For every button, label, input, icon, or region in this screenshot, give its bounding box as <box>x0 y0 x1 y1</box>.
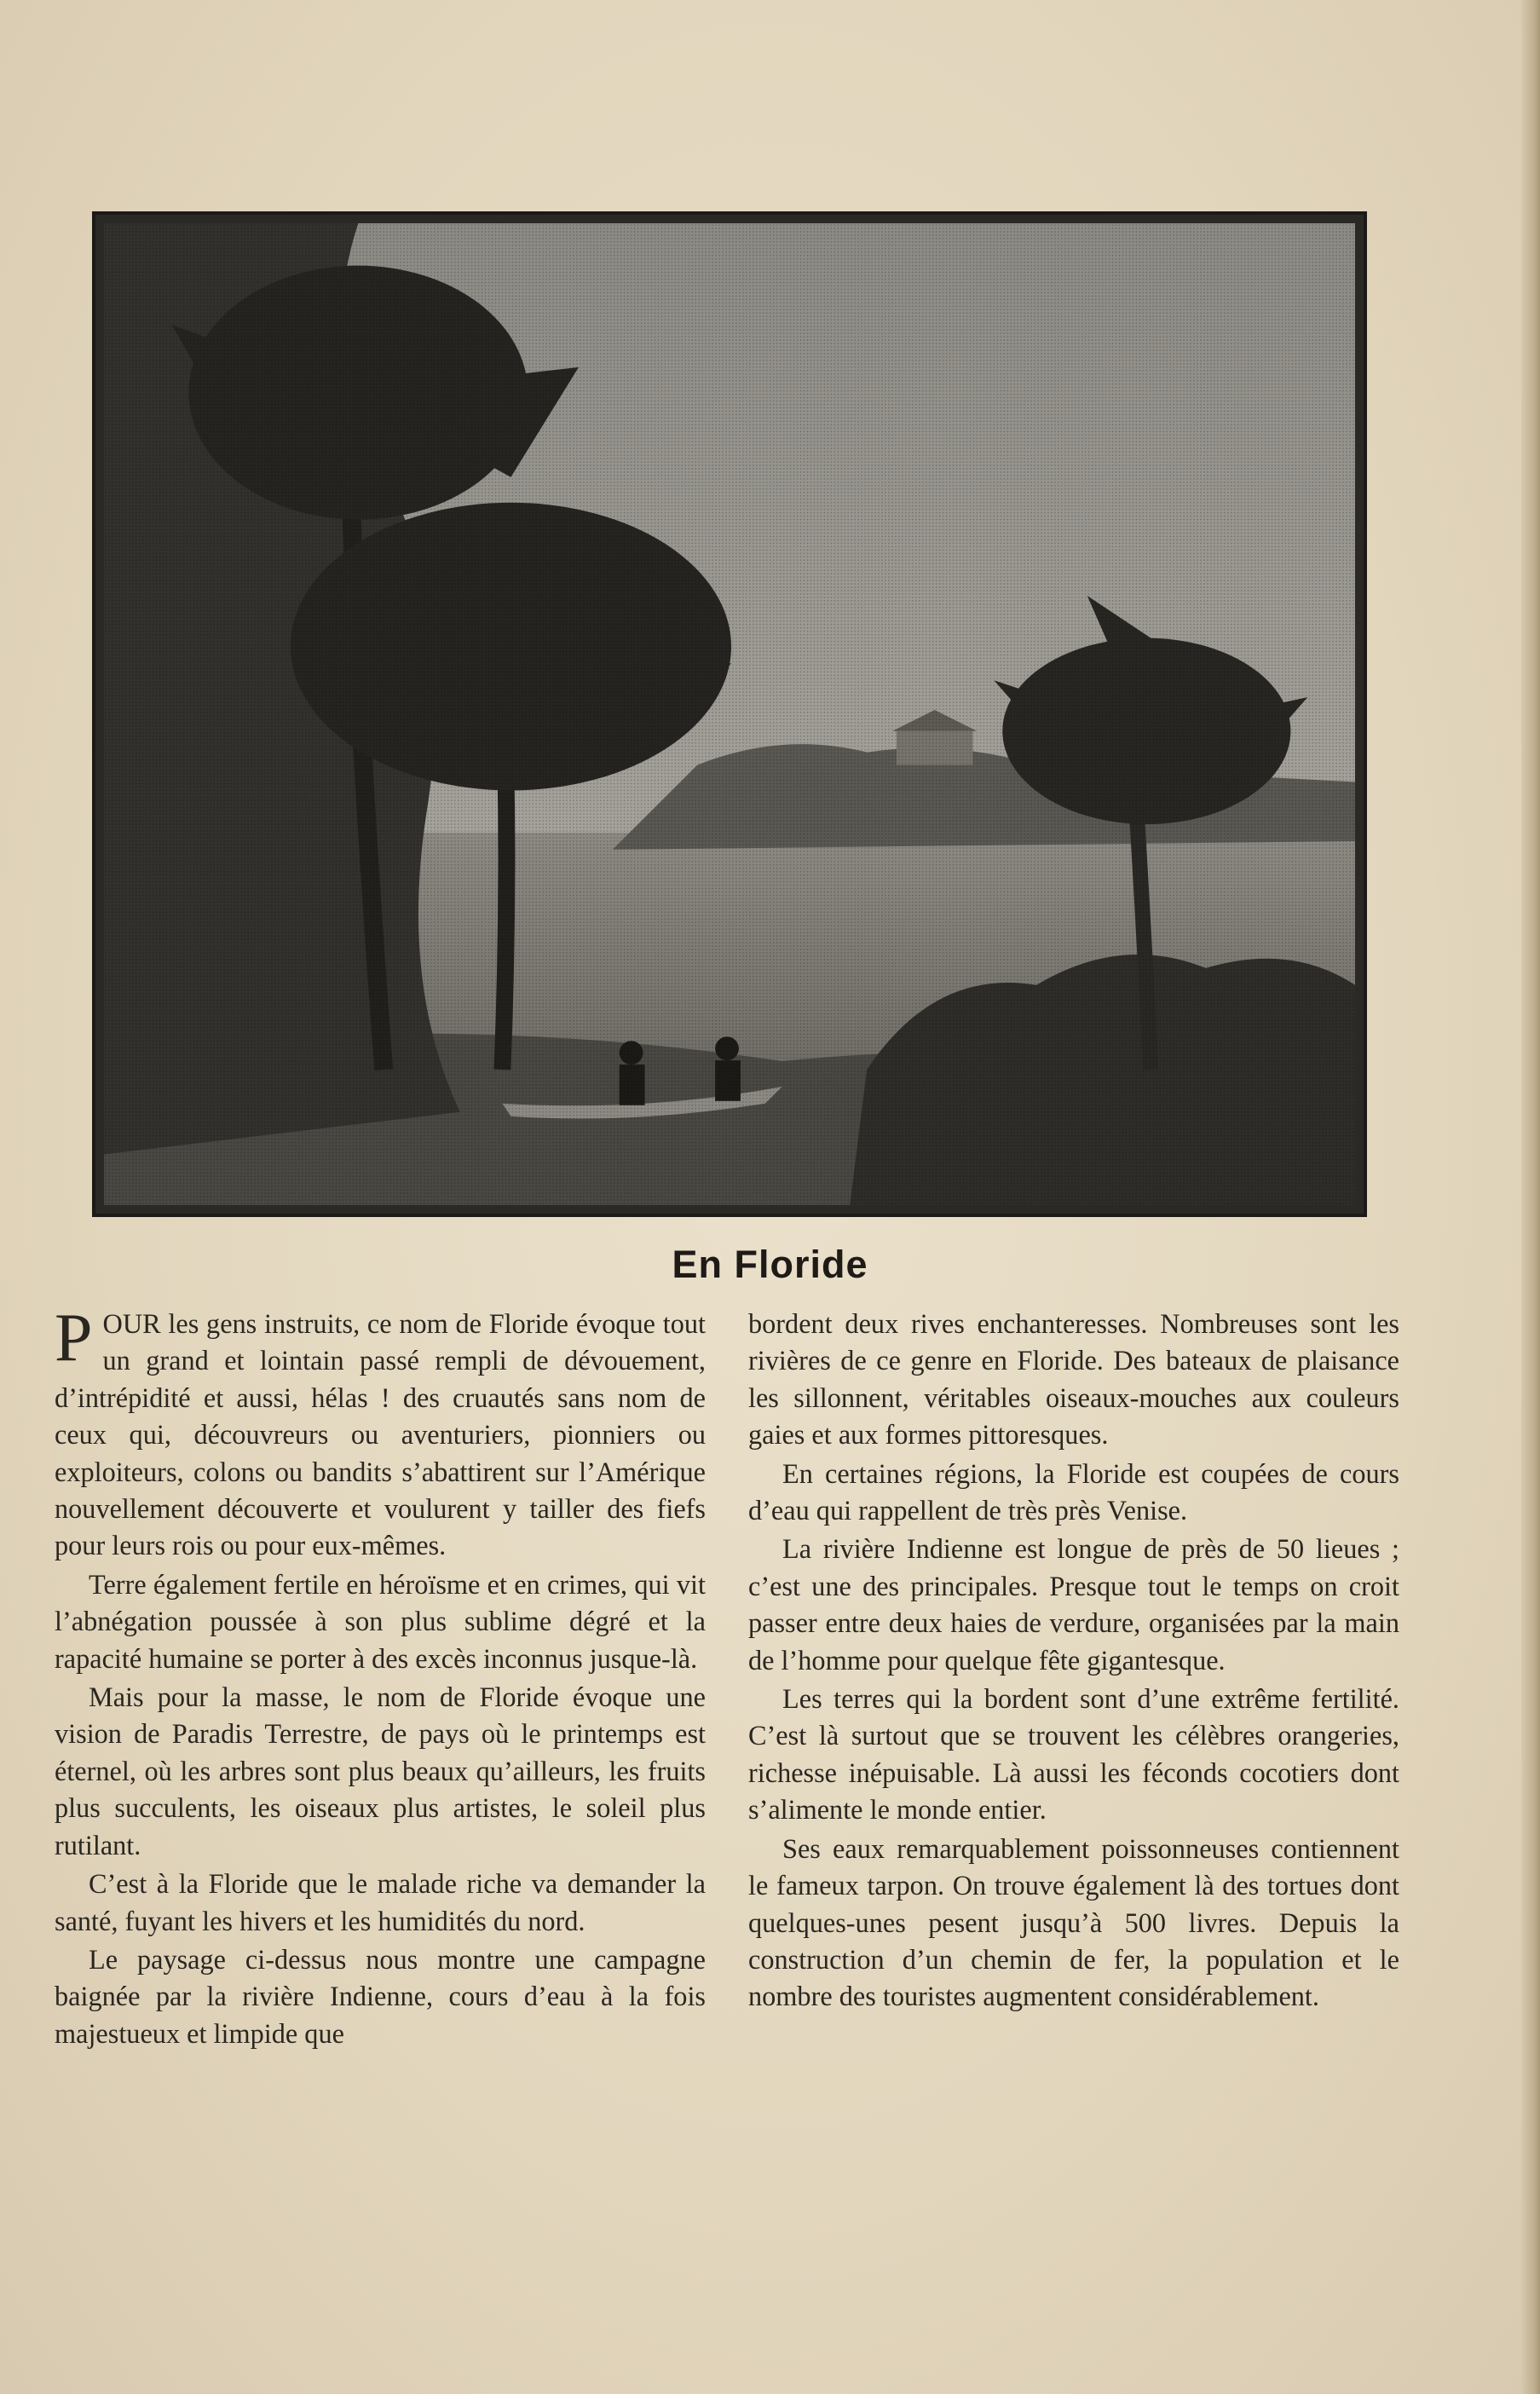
paragraph: En certaines régions, la Floride est coupées de cours d’eau qui rappellent de très près Venise. <box>748 1457 1399 1526</box>
paragraph: C’est à la Floride que le malade riche va demander la santé, fuyant les hivers et les humidités du nord. <box>55 1868 706 1936</box>
photo-florida-landscape <box>92 211 1367 1217</box>
article-right-column <box>748 1306 1399 2017</box>
paragraph: Le paysage ci-dessus nous montre une campagne baignée par la rivière Indienne, cours d’eau à la fois majestueux et limpide que <box>55 1943 706 2049</box>
paragraph: La rivière Indienne est longue de près de 50 lieues ; c’est une des principales. Presque tout le temps on croit passer entre deux haies de verdure, organisées par la main de l’homme pour quelque fête gigantesque. <box>748 1533 1399 1676</box>
paragraph: Ses eaux remarquablement poissonneuses contiennent le fameux tarpon. On trouve également là des tortues dont quelques-unes pesent jusqu’à 500 livres. Depuis la construction d’un chemin de fer, la population et le nombre des touristes augmentent considérablement. <box>748 1832 1399 2012</box>
paragraph: Les terres qui la bordent sont d’une extrême fertilité. C’est là surtout que se trouvent les célèbres orangeries, richesse inépuisable. Là aussi les féconds cocotiers dont s’alimente le monde entier. <box>748 1683 1399 1826</box>
paragraph: Mais pour la masse, le nom de Floride évoque une vision de Paradis Terrestre, de pays où le printemps est éternel, où les arbres sont plus beaux qu’ailleurs, les fruits plus succulents, les oiseaux plus artistes, le soleil plus rutilant. <box>55 1682 706 1860</box>
halftone-photo <box>104 223 1355 1205</box>
paragraph: POUR les gens instruits, ce nom de Floride évoque tout un grand et lointain passé rempli de dévouement, d’intrépidité et aussi, hélas ! des cruautés sans nom de ceux qui, découvreurs ou aventuriers, pionniers ou exploiteurs, colons ou bandits s’abattirent sur l’Amérique nouvellement découverte et voulurent y tailler des fiefs pour leurs rois ou pour eux-mêmes. <box>55 1301 706 1561</box>
drop-cap: P <box>55 1301 93 1376</box>
paragraph: Terre également fertile en héroïsme et en crimes, qui vit l’abnégation poussée à son plus sublime dégré et la rapacité humaine se porter à des excès inconnus jusque-là. <box>55 1568 706 1674</box>
paragraph: bordent deux rives enchanteresses. Nombreuses sont les rivières de ce genre en Floride. Des bateaux de plaisance les sillonnent, véritables oiseaux-mouches aux couleurs gaies et aux formes pittoresques. <box>748 1308 1399 1451</box>
article-left-column <box>55 1301 706 2054</box>
article-title: En Floride <box>672 1243 868 1286</box>
page-spine-shadow <box>1521 0 1540 2394</box>
